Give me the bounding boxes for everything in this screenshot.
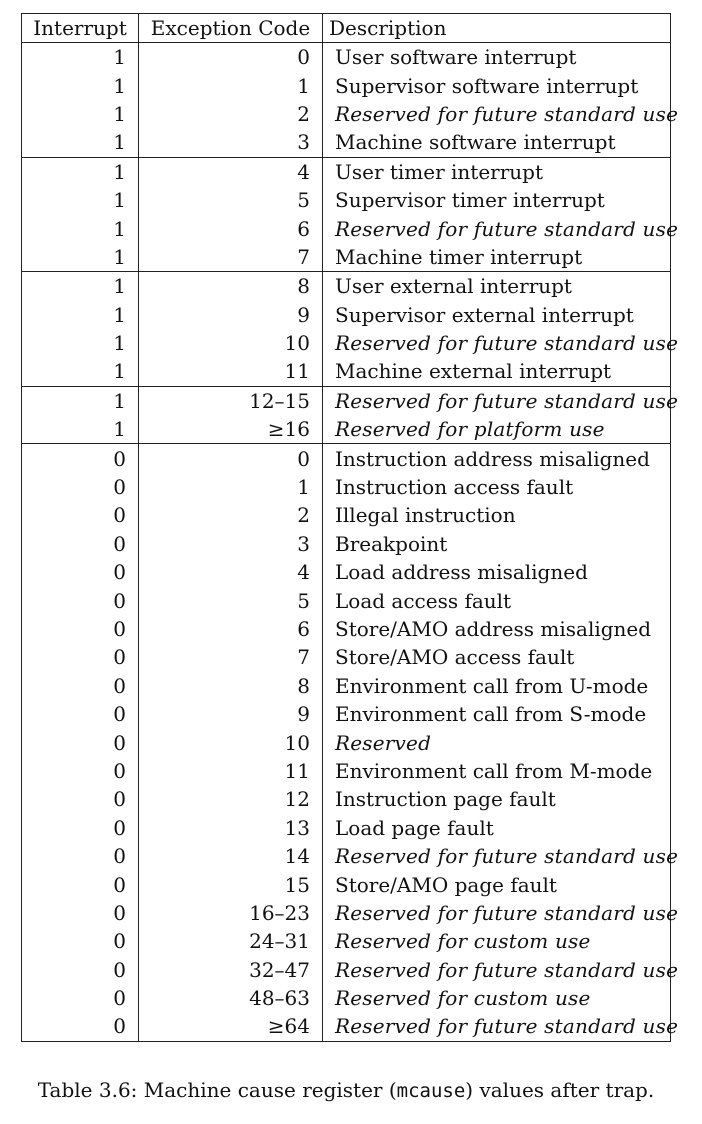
cell-description: Reserved for future standard use [323, 386, 671, 415]
cell-exception-code: 7 [139, 243, 323, 272]
table-row [22, 386, 671, 415]
table-row [22, 728, 671, 756]
cell-interrupt: 0 [22, 842, 139, 870]
cell-description: Reserved for custom use [323, 927, 671, 955]
table-row [22, 272, 671, 301]
cell-interrupt: 0 [22, 899, 139, 927]
table-row [22, 530, 671, 558]
cell-exception-code: 12 [139, 785, 323, 813]
cell-exception-code: 8 [139, 272, 323, 301]
cell-interrupt: 0 [22, 785, 139, 813]
cell-interrupt: 0 [22, 757, 139, 785]
cell-exception-code: 14 [139, 842, 323, 870]
cell-description: Reserved [323, 728, 671, 756]
cell-interrupt: 0 [22, 643, 139, 671]
cell-exception-code: 13 [139, 814, 323, 842]
cell-exception-code: 12–15 [139, 386, 323, 415]
table-row [22, 700, 671, 728]
cell-exception-code: 4 [139, 558, 323, 586]
cell-description: Reserved for future standard use [323, 842, 671, 870]
cell-exception-code: 9 [139, 301, 323, 329]
cell-interrupt: 1 [22, 100, 139, 128]
table-row [22, 157, 671, 186]
cell-description: Environment call from S-mode [323, 700, 671, 728]
cell-exception-code: 9 [139, 700, 323, 728]
header-interrupt: Interrupt [22, 14, 139, 43]
cell-interrupt: 1 [22, 243, 139, 272]
cell-interrupt: 0 [22, 530, 139, 558]
table-row [22, 501, 671, 529]
cell-exception-code: 48–63 [139, 984, 323, 1012]
table-row [22, 1012, 671, 1041]
table-row [22, 927, 671, 955]
cell-description: Reserved for custom use [323, 984, 671, 1012]
cell-interrupt: 0 [22, 444, 139, 473]
cell-description: Instruction page fault [323, 785, 671, 813]
cell-description: Store/AMO access fault [323, 643, 671, 671]
table-body [22, 43, 679, 1042]
cell-exception-code: 8 [139, 672, 323, 700]
cell-description: Instruction address misaligned [323, 444, 671, 473]
cell-description: Load address misaligned [323, 558, 671, 586]
cell-description: Load access fault [323, 586, 671, 614]
table-row [22, 100, 671, 128]
table-row [22, 785, 671, 813]
cell-exception-code: 15 [139, 870, 323, 898]
table-row [22, 415, 671, 444]
cell-exception-code: 3 [139, 128, 323, 157]
table-row [22, 814, 671, 842]
cell-exception-code: 7 [139, 643, 323, 671]
table-row [22, 214, 671, 242]
cell-exception-code: 10 [139, 329, 323, 357]
table-row [22, 558, 671, 586]
cell-description: Machine timer interrupt [323, 243, 671, 272]
table-row [22, 870, 671, 898]
cell-interrupt: 0 [22, 558, 139, 586]
cell-description: Store/AMO page fault [323, 870, 671, 898]
cell-interrupt: 0 [22, 473, 139, 501]
cell-exception-code: 32–47 [139, 956, 323, 984]
cell-interrupt: 1 [22, 386, 139, 415]
cell-interrupt: 0 [22, 870, 139, 898]
table-row [22, 357, 671, 386]
cell-description: Supervisor external interrupt [323, 301, 671, 329]
cell-exception-code: 24–31 [139, 927, 323, 955]
cell-exception-code: 11 [139, 357, 323, 386]
cell-description: Supervisor timer interrupt [323, 186, 671, 214]
cell-description: Load page fault [323, 814, 671, 842]
cell-description: Illegal instruction [323, 501, 671, 529]
table-row [22, 842, 671, 870]
cell-exception-code: 16–23 [139, 899, 323, 927]
mcause-table [21, 13, 679, 1042]
table-row [22, 43, 671, 72]
table-row [22, 899, 671, 927]
cell-interrupt: 1 [22, 128, 139, 157]
cell-interrupt: 0 [22, 984, 139, 1012]
cell-description: User external interrupt [323, 272, 671, 301]
cell-exception-code: 5 [139, 186, 323, 214]
cell-interrupt: 1 [22, 71, 139, 99]
cell-interrupt: 0 [22, 814, 139, 842]
table-row [22, 473, 671, 501]
caption-code: mcause [396, 1080, 466, 1102]
table-row [22, 71, 671, 99]
cell-description: Breakpoint [323, 530, 671, 558]
caption-prefix: Table 3.6: Machine cause register ( [37, 1078, 397, 1102]
cell-description: Reserved for future standard use [323, 214, 671, 242]
table-row [22, 186, 671, 214]
table-row [22, 643, 671, 671]
cell-exception-code: 10 [139, 728, 323, 756]
table-caption [0, 1078, 692, 1102]
cell-description: Environment call from U-mode [323, 672, 671, 700]
caption-suffix: ) values after trap. [465, 1078, 655, 1102]
cell-description: Instruction access fault [323, 473, 671, 501]
cell-interrupt: 0 [22, 1012, 139, 1041]
cell-interrupt: 0 [22, 956, 139, 984]
cell-exception-code: 6 [139, 615, 323, 643]
cell-interrupt: 1 [22, 415, 139, 444]
cell-exception-code: 4 [139, 157, 323, 186]
cell-interrupt: 0 [22, 728, 139, 756]
cell-description: Environment call from M-mode [323, 757, 671, 785]
cell-interrupt: 0 [22, 615, 139, 643]
cell-description: Machine software interrupt [323, 128, 671, 157]
cell-interrupt: 1 [22, 157, 139, 186]
cell-description: Reserved for future standard use [323, 1012, 671, 1041]
cell-interrupt: 1 [22, 214, 139, 242]
cell-exception-code: 6 [139, 214, 323, 242]
cell-exception-code: 2 [139, 100, 323, 128]
cell-exception-code: 5 [139, 586, 323, 614]
table-row [22, 757, 671, 785]
cell-description: Reserved for future standard use [323, 329, 671, 357]
cell-interrupt: 1 [22, 357, 139, 386]
cell-description: User software interrupt [323, 43, 671, 72]
cell-description: Supervisor software interrupt [323, 71, 671, 99]
cell-description: User timer interrupt [323, 157, 671, 186]
table-row [22, 672, 671, 700]
cell-interrupt: 0 [22, 586, 139, 614]
table-header [22, 14, 671, 43]
cell-interrupt: 1 [22, 329, 139, 357]
table-row [22, 243, 671, 272]
table-row [22, 444, 671, 473]
cell-interrupt: 0 [22, 672, 139, 700]
table-row [22, 615, 671, 643]
cell-interrupt: 0 [22, 700, 139, 728]
cell-interrupt: 0 [22, 501, 139, 529]
cell-exception-code: 0 [139, 444, 323, 473]
table-row [22, 128, 671, 157]
cell-exception-code: ≥16 [139, 415, 323, 444]
mcause-table-container [21, 13, 679, 1042]
cell-exception-code: 0 [139, 43, 323, 72]
cell-exception-code: 1 [139, 71, 323, 99]
table-row [22, 956, 671, 984]
cell-description: Reserved for platform use [323, 415, 671, 444]
table-row [22, 586, 671, 614]
cell-description: Reserved for future standard use [323, 100, 671, 128]
table-row [22, 301, 671, 329]
cell-interrupt: 1 [22, 272, 139, 301]
cell-description: Reserved for future standard use [323, 956, 671, 984]
cell-exception-code: 11 [139, 757, 323, 785]
table-row [22, 984, 671, 1012]
cell-interrupt: 1 [22, 43, 139, 72]
cell-interrupt: 1 [22, 186, 139, 214]
cell-exception-code: ≥64 [139, 1012, 323, 1041]
cell-exception-code: 1 [139, 473, 323, 501]
cell-interrupt: 0 [22, 927, 139, 955]
cell-description: Store/AMO address misaligned [323, 615, 671, 643]
header-description: Description [323, 14, 671, 43]
cell-exception-code: 3 [139, 530, 323, 558]
cell-description: Reserved for future standard use [323, 899, 671, 927]
cell-exception-code: 2 [139, 501, 323, 529]
table-row [22, 329, 671, 357]
cell-description: Machine external interrupt [323, 357, 671, 386]
header-row [22, 14, 671, 43]
cell-interrupt: 1 [22, 301, 139, 329]
header-exception-code: Exception Code [139, 14, 323, 43]
